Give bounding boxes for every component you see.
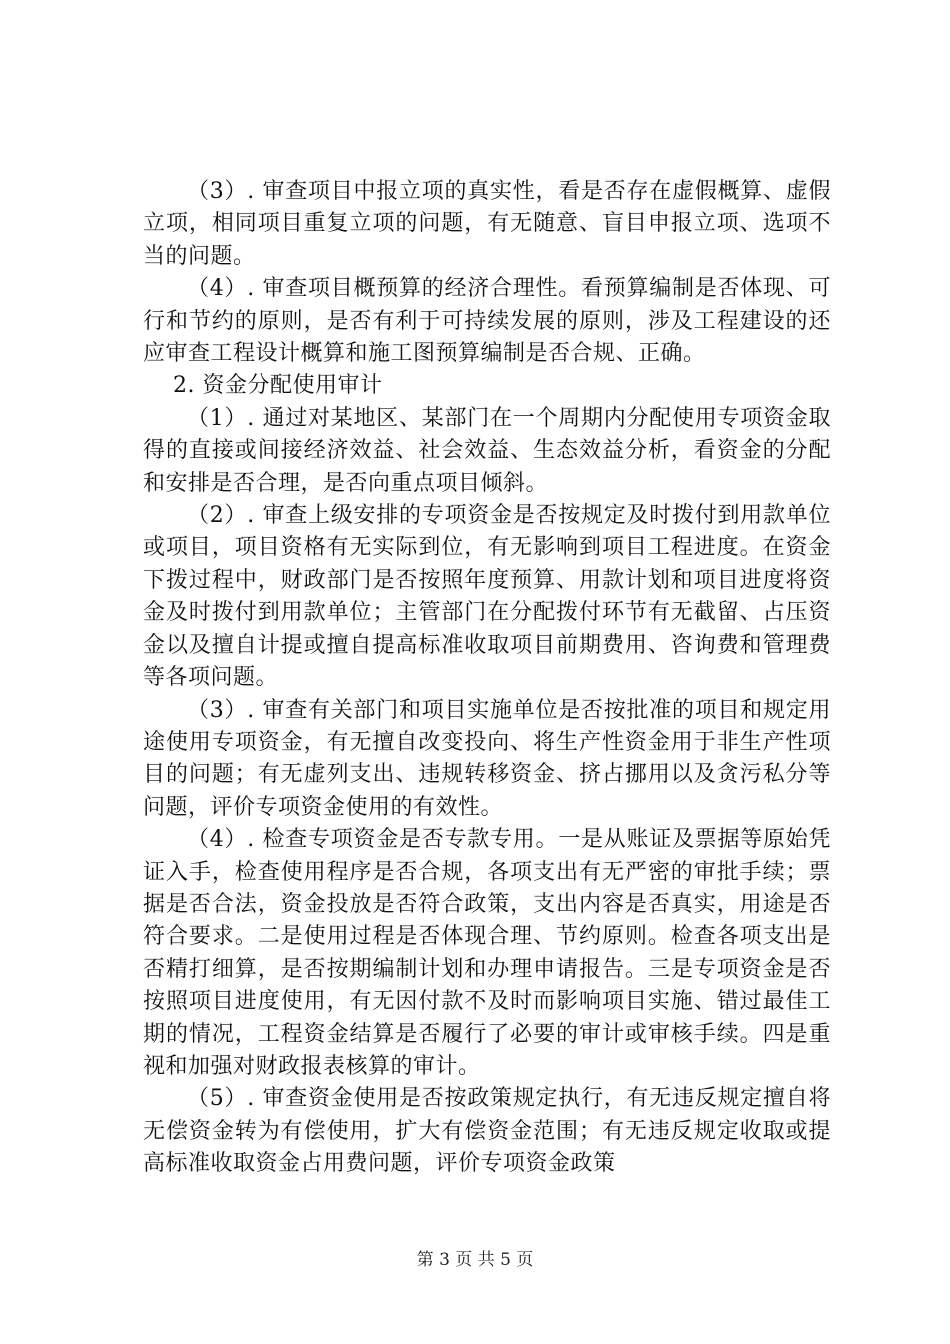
section-heading-fund-allocation: 2. 资金分配使用审计 [173, 373, 383, 399]
paragraph-5-policy-compliance: （5）. 审查资金使用是否按政策规定执行，有无违反规定擅自将无偿资金转为有偿使用，扩大有偿资金范围；有无违反规定收取或提高标准收取资金占用费问题，评价专项资金政策 [143, 1086, 831, 1177]
paragraph-3-authenticity: （3）. 审查项目中报立项的真实性，看是否存在虚假概算、虚假立项，相同项目重复立项的问题，有无随意、盲目申报立项、选项不当的问题。 [143, 179, 831, 269]
paragraph-3-fund-usage: （3）. 审查有关部门和项目实施单位是否按批准的项目和规定用途使用专项资金，有无擅自改变投向、将生产性资金用于非生产性项目的问题；有无虚列支出、违规转移资金、挤占挪用以及贪污私分等问题，评价专项资金使用的有效性。 [143, 697, 831, 820]
paragraph-4-earmarked-funds: （4）. 检查专项资金是否专款专用。一是从账证及票据等原始凭证入手，检查使用程序是否合规，各项支出有无严密的审批手续；票据是否合法，资金投放是否符合政策，支出内容是否真实，用途是否符合要求。二是使用过程是否体现合理、节约原则。检查各项支出是否精打细算，是否按期编制计划和办理申请报告。三是专项资金是否按照项目进度使用，有无因付款不及时而影响项目实施、错过最佳工期的情况，工程资金结算是否履行了必要的审计或审核手续。四是重视和加强对财政报表核算的审计。 [143, 827, 831, 1079]
paragraph-1-benefit-analysis: （1）. 通过对某地区、某部门在一个周期内分配使用专项资金取得的直接或间接经济效益、社会效益、生态效益分析，看资金的分配和安排是否合理，是否向重点项目倾斜。 [143, 405, 831, 496]
paragraph-2-fund-disbursement: （2）. 审查上级安排的专项资金是否按规定及时拨付到用款单位或项目，项目资格有无实际到位，有无影响到项目工程进度。在资金下拨过程中，财政部门是否按照年度预算、用款计划和项目进度将资金及时拨付到用款单位；主管部门在分配拨付环节有无截留、占压资金以及擅自计提或擅自提高标准收取项目前期费用、咨询费和管理费等各项问题。 [143, 503, 831, 691]
document-body [143, 176, 831, 1181]
paragraph-4-budget-rationality: （4）. 审查项目概预算的经济合理性。看预算编制是否体现、可行和节约的原则，是否有利于可持续发展的原则，涉及工程建设的还应审查工程设计概算和施工图预算编制是否合规、正确。 [143, 276, 831, 367]
page-number-footer: 第 3 页 共 5 页 [416, 1250, 534, 1270]
